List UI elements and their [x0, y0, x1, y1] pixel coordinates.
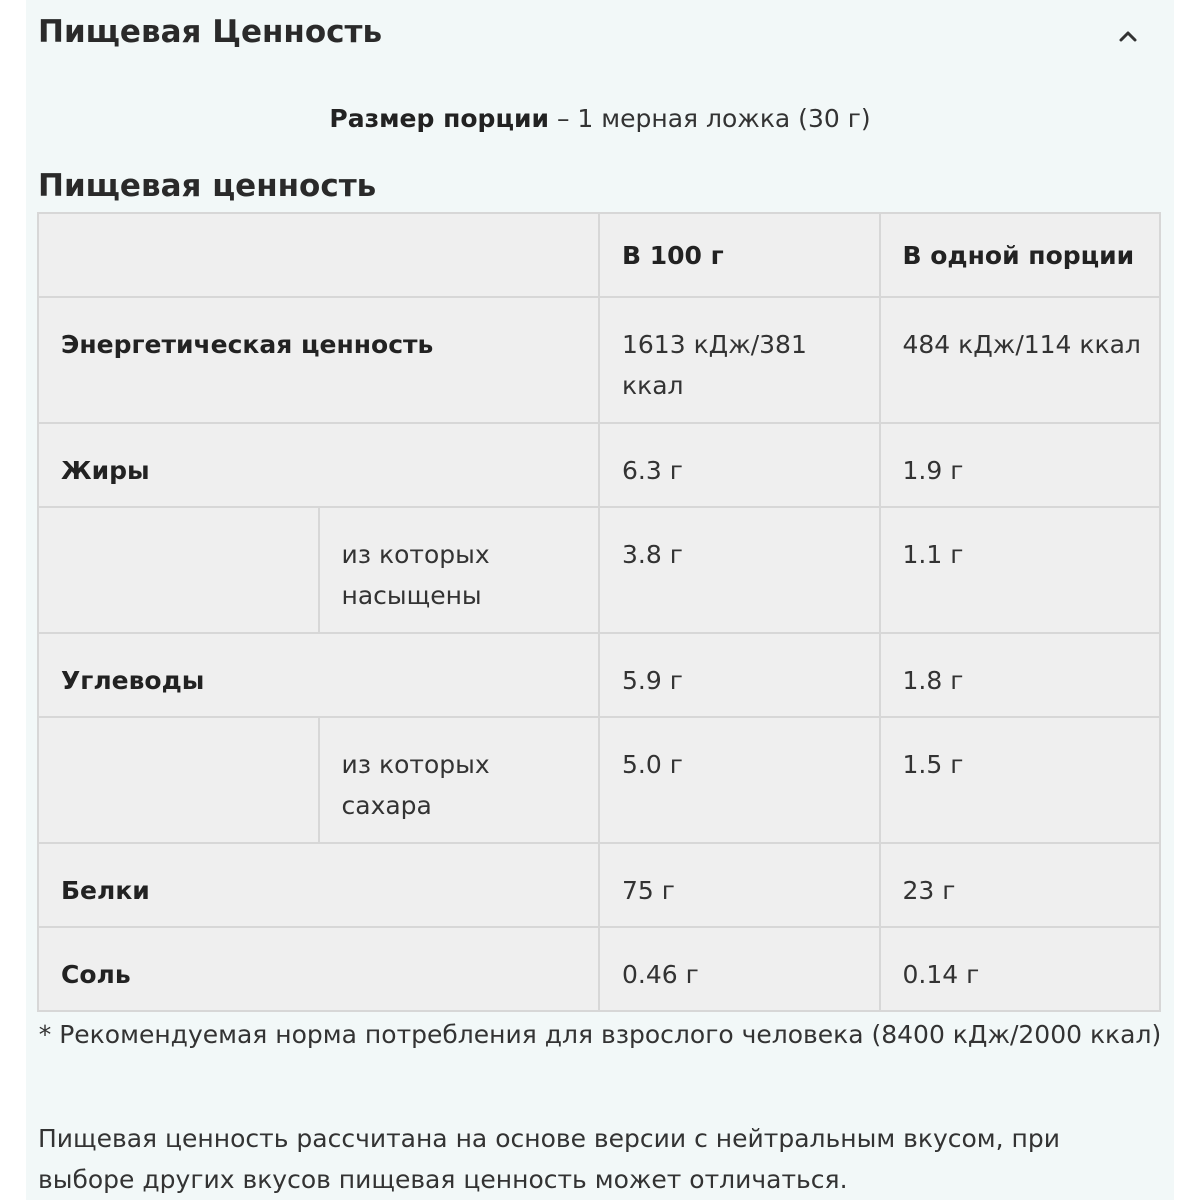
- table-row: [38, 843, 1160, 927]
- table-header-per-100g: В 100 г: [599, 213, 880, 297]
- nutrient-subname: из которых сахара: [319, 717, 600, 843]
- value-per-serving: 1.9 г: [880, 423, 1161, 507]
- value-per-100g: 0.46 г: [599, 927, 880, 1011]
- value-per-serving: 0.14 г: [880, 927, 1161, 1011]
- table-row: [38, 423, 1160, 507]
- nutrient-name: [38, 507, 319, 633]
- nutrient-name: Белки: [38, 843, 599, 927]
- table-row: [38, 297, 1160, 423]
- value-per-serving: 1.8 г: [880, 633, 1161, 717]
- value-per-serving: 23 г: [880, 843, 1161, 927]
- value-per-100g: 5.9 г: [599, 633, 880, 717]
- serving-size-label: Размер порции: [329, 104, 550, 133]
- table-header-per-serving: В одной порции: [880, 213, 1161, 297]
- nutrient-name: Соль: [38, 927, 599, 1011]
- value-per-100g: 1613 кДж/381 ккал: [599, 297, 880, 423]
- accordion-title[interactable]: Пищевая Ценность: [38, 14, 383, 50]
- table-row: [38, 927, 1160, 1011]
- value-per-serving: 1.5 г: [880, 717, 1161, 843]
- nutrient-name: Энергетическая ценность: [38, 297, 599, 423]
- table-row: [38, 507, 1160, 633]
- value-per-serving: 1.1 г: [880, 507, 1161, 633]
- chevron-up-icon[interactable]: [1114, 22, 1142, 50]
- nutrient-name: Жиры: [38, 423, 599, 507]
- serving-size-value: – 1 мерная ложка (30 г): [549, 104, 871, 133]
- table-row: [38, 717, 1160, 843]
- recommended-intake-footnote: * Рекомендуемая норма потребления для взрослого человека (8400 кДж/2000 ккал): [38, 1020, 1162, 1049]
- value-per-100g: 6.3 г: [599, 423, 880, 507]
- value-per-serving: 484 кДж/114 ккал: [880, 297, 1161, 423]
- value-per-100g: 3.8 г: [599, 507, 880, 633]
- section-title: Пищевая ценность: [38, 168, 377, 204]
- serving-size: [26, 104, 1174, 133]
- nutrition-accordion-panel: [26, 0, 1174, 1200]
- nutrition-table: [37, 212, 1161, 1012]
- flavor-disclaimer: Пищевая ценность рассчитана на основе версии с нейтральным вкусом, при выборе других вкусов пищевая ценность может отличаться.: [38, 1124, 1061, 1194]
- nutrient-name: [38, 717, 319, 843]
- value-per-100g: 5.0 г: [599, 717, 880, 843]
- table-header-nutrient: [38, 213, 599, 297]
- nutrient-subname: из которых насыщены: [319, 507, 600, 633]
- table-header-row: [38, 213, 1160, 297]
- value-per-100g: 75 г: [599, 843, 880, 927]
- table-row: [38, 633, 1160, 717]
- nutrient-name: Углеводы: [38, 633, 599, 717]
